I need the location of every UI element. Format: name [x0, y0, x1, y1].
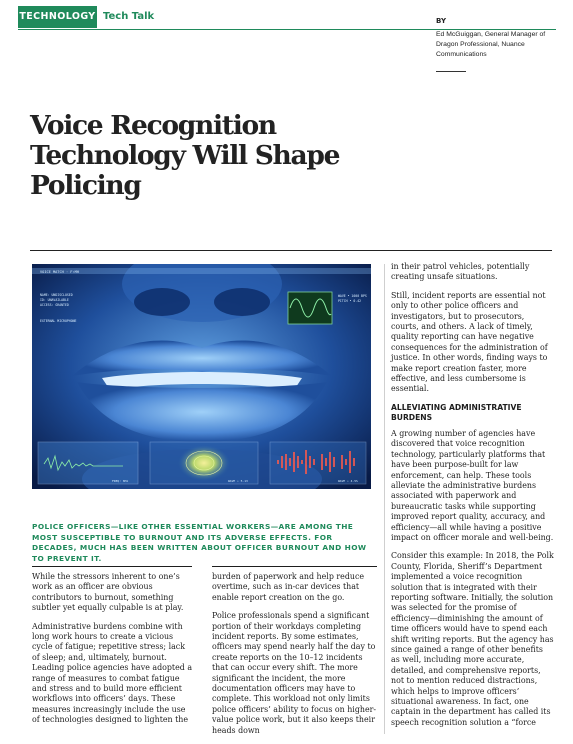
hud-label: EXTERNAL MICROPHONE	[40, 319, 77, 323]
body-column-2	[212, 572, 377, 744]
hud-label: PITCH • 0.42	[338, 299, 362, 303]
body-column-3	[391, 262, 554, 736]
hero-image	[32, 264, 371, 489]
column-rule	[212, 566, 377, 567]
byline-author: Ed McGuiggan, General Manager of Dragon Professional, Nuance Communications	[436, 31, 546, 58]
paragraph: Administrative burdens combine with long work hours to create a vicious cycle of fatigue; repetitive stress; lack of sleep; and, ultimately, burnout. Leading police agencies have adopted a range of measures to combat fatigue and stress and to build more efficient workflows into officers’ days. These measures increasingly include the use of technologies designed to lighten the	[32, 621, 193, 725]
paragraph: in their patrol vehicles, potentially creating unsafe situations.	[391, 262, 530, 282]
hud-label: WAVE • 4.5%	[338, 479, 358, 483]
article-title: Voice Recognition Technology Will Shape Policing	[30, 110, 340, 201]
hud-label: NAME: UNDISCLOSED	[40, 293, 73, 297]
hud-label: ACCESS: GRANTED	[40, 303, 69, 307]
paragraph: While the stressors inherent to one’s work as an officer are obvious contributors to burnout, something subtler yet equally culpable is at play.	[32, 572, 184, 613]
oscilloscope-panel	[288, 292, 332, 324]
body-column-1	[32, 572, 194, 734]
section-subhead: ALLEVIATING ADMINISTRATIVE BURDENS	[391, 402, 522, 422]
hud-label: FREQ: 8Hz	[112, 479, 129, 483]
paragraph: Still, incident reports are essential not only to other police officers and investigators, but to prosecutors, courts, and others. A lack of timely, quality reporting can have negative consequences for the administration of justice. In other words, finding ways to make report creation faster, more effective, and less cumbersome is essential.	[391, 290, 548, 394]
title-rule	[30, 250, 552, 251]
hud-label: WAVE • 1000 BPS	[338, 294, 367, 298]
pull-quote: POLICE OFFICERS—LIKE OTHER ESSENTIAL WORKERS—ARE AMONG THE MOST SUSCEPTIBLE TO BURNOUT AND ITS ADVERSE EFFECTS. FOR DECADES, MUCH HAS BEEN WRITTEN ABOUT OFFICER BURNOUT AND HOW TO PREVENT IT.	[32, 522, 367, 563]
column-name: Tech Talk	[103, 11, 155, 22]
paragraph: burden of paperwork and help reduce overtime, such as in-car devices that enable report creation on the go.	[212, 572, 365, 602]
paragraph: A growing number of agencies have discovered that voice recognition technology, particularly platforms that have been purpose-built for law enforcement, can help. These tools alleviate the administrative burdens associated with paperwork and bureaucratic tasks while supporting improved report quality, accuracy, and efficiency—all while having a positive impact on officer morale and well-being.	[391, 428, 554, 542]
paragraph: Police professionals spend a significant portion of their workdays completing incident reports. By some estimates, officers may spend nearly half the day to create reports on the 10–12 incidents that can occur every shift. The more significant the incident, the more documentation officers may have to complete. This workload not only limits police officers’ ability to focus on higher-value police work, but it also keeps their heads down	[212, 611, 377, 735]
byline-label: BY	[436, 17, 447, 25]
byline-rule	[436, 71, 466, 72]
hud-label: ID: UNAVAILABLE	[40, 298, 69, 302]
column-rule	[32, 566, 192, 567]
waveform-panel-right	[270, 442, 366, 484]
hud-label: VOICE MATCH · F:MH	[40, 270, 79, 274]
paragraph: Consider this example: In 2018, the Polk County, Florida, Sheriff’s Department implemented a voice recognition solution that is integrated with their reporting software. Initially, the solution was selected for the promise of efficiency—diminishing the amount of time officers would have to spend each shift writing reports. But the agency has since gained a range of other benefits as well, including more accurate, detailed, and comprehensive reports, not to mention reduced distractions, which helps to improve officers’ situational awareness. In fact, one captain in the department has called its speech recognition solution a “force	[391, 551, 554, 727]
hud-label: WAVE • 5.13	[228, 479, 248, 483]
column-divider	[384, 264, 385, 734]
section-tag: TECHNOLOGY	[18, 6, 97, 28]
